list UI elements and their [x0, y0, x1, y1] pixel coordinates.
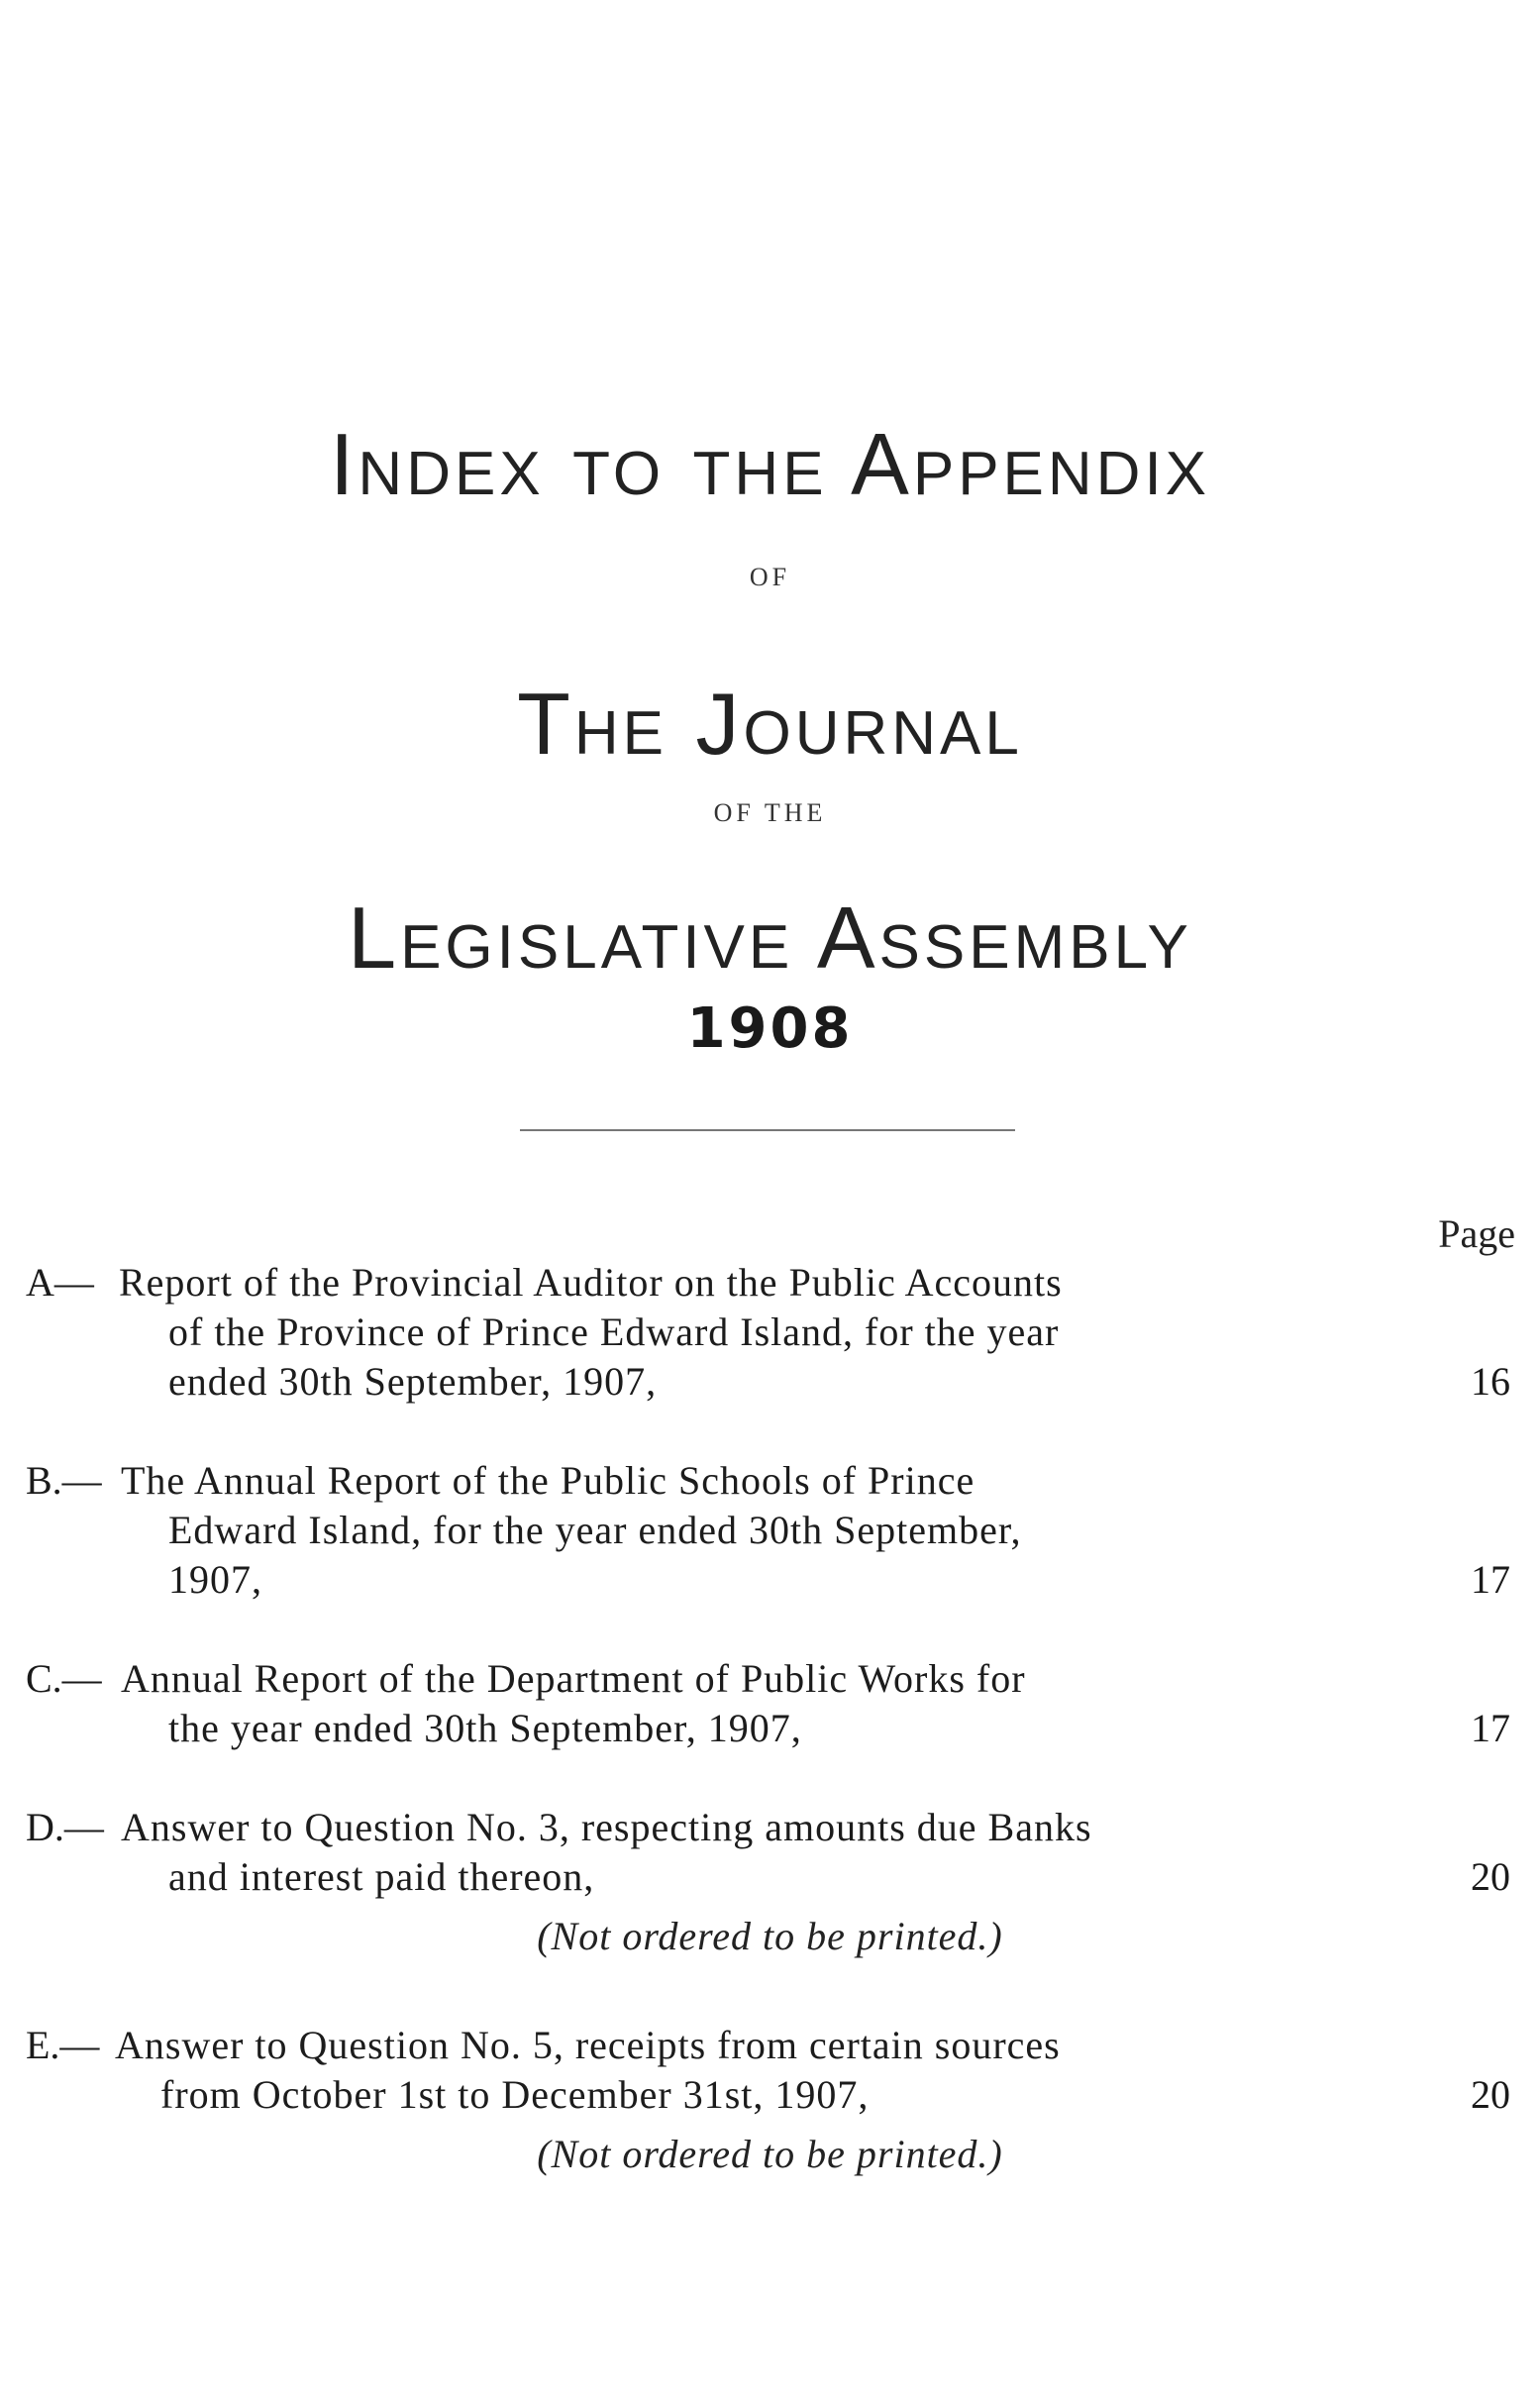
entry-text-line: Report of the Provincial Auditor on the Public Accounts — [119, 1260, 1063, 1305]
entry-text-line: 1907, — [168, 1557, 262, 1602]
entry-text-line: Edward Island, for the year ended 30th September, — [168, 1508, 1022, 1552]
section-divider — [520, 1129, 1015, 1131]
entry-page-number: 17 — [1471, 1706, 1510, 1750]
entry-page-number: 20 — [1471, 2072, 1510, 2117]
entry-page-number: 16 — [1471, 1359, 1510, 1404]
title-connector-of: OF — [749, 563, 791, 591]
entry-text-line: from October 1st to December 31st, 1907, — [160, 2072, 870, 2117]
entry-text-line: the year ended 30th September, 1907, — [168, 1706, 802, 1750]
entry-letter: A— — [26, 1260, 94, 1305]
entry-text-line: Answer to Question No. 5, receipts from certain sources — [115, 2023, 1061, 2067]
title-index-to-the-appendix: Index to the Appendix — [329, 415, 1211, 513]
entry-text-line: The Annual Report of the Public Schools of Prince — [121, 1458, 975, 1503]
entry-text-line: of the Province of Prince Edward Island, for the year — [168, 1309, 1060, 1354]
page-column-header: Page — [1438, 1211, 1515, 1256]
title-year: 1908 — [686, 996, 854, 1061]
entry-page-number: 20 — [1471, 1854, 1510, 1899]
entry-note: (Not ordered to be printed.) — [537, 1914, 1003, 1958]
title-legislative-assembly: Legislative Assembly — [348, 889, 1192, 987]
entry-letter: C.— — [26, 1656, 102, 1701]
entry-text-line: Answer to Question No. 3, respecting amounts due Banks — [121, 1805, 1092, 1849]
entry-text-line: Annual Report of the Department of Public Works for — [121, 1656, 1026, 1701]
entry-page-number: 17 — [1471, 1557, 1510, 1602]
entry-letter: E.— — [26, 2023, 100, 2067]
entry-text-line: ended 30th September, 1907, — [168, 1359, 658, 1404]
entry-note: (Not ordered to be printed.) — [537, 2132, 1003, 2176]
entry-letter: B.— — [26, 1458, 102, 1503]
title-connector-of-the: OF THE — [713, 798, 827, 827]
title-the-journal: The Journal — [517, 675, 1023, 773]
entry-letter: D.— — [26, 1805, 104, 1849]
entry-text-line: and interest paid thereon, — [168, 1854, 595, 1899]
